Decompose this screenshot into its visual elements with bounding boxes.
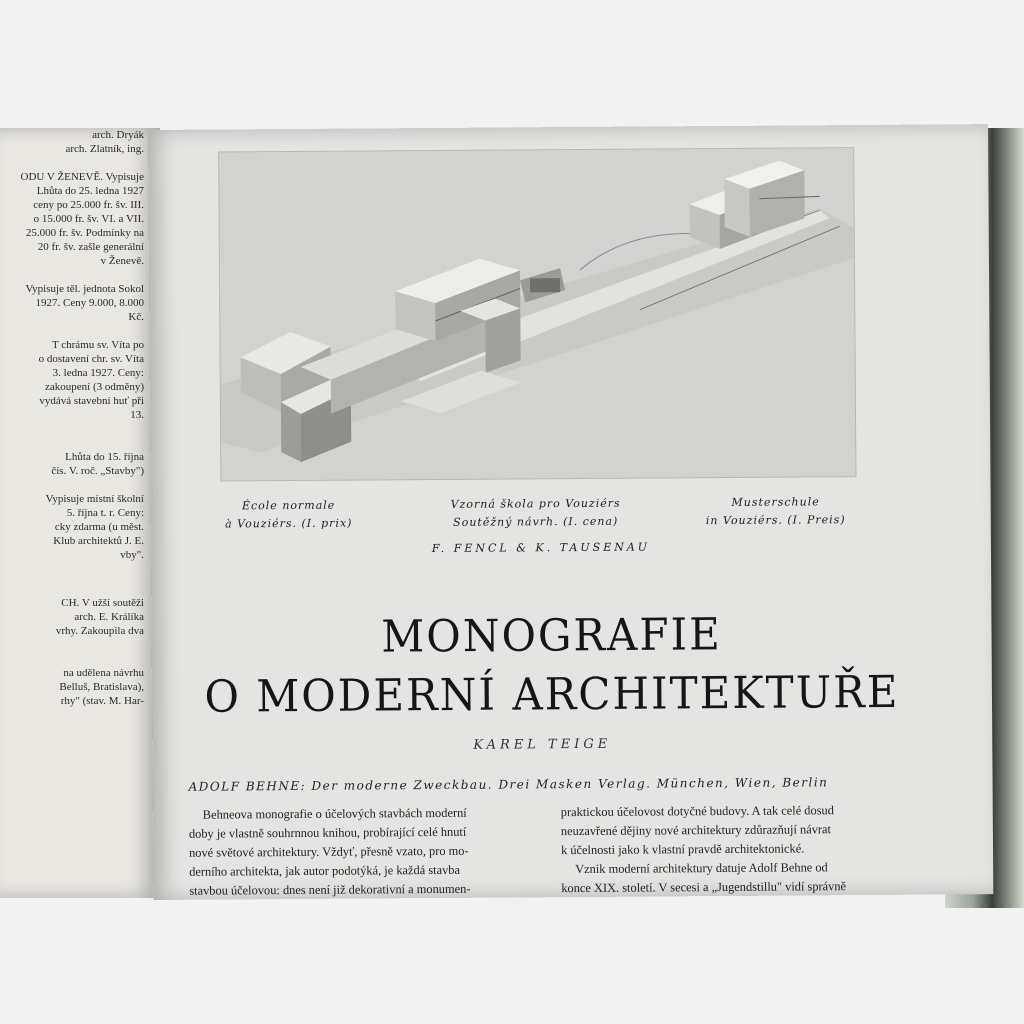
body-line: konce XIX. století. V secesi a „Jugendstillu" vidí správně (561, 879, 847, 896)
left-line: Lhůta do 25. ledna 1927 (36, 185, 144, 197)
caption-line: in Vouziérs. (I. Preis) (705, 513, 846, 528)
title-line-2: O MODERNÍ ARCHITEKTUŘE (204, 665, 900, 723)
left-line: T chrámu sv. Víta po (51, 339, 144, 351)
left-page (0, 128, 160, 898)
body-line: Behneova monografie o účelových stavbách moderní (202, 805, 467, 822)
left-line: ODU V ŽENEVĚ. Vypisuje (20, 171, 144, 183)
body-line: neuzavřené dějiny nové architektury zdůrazňují návrat (560, 822, 832, 839)
caption-german (686, 493, 866, 530)
architecture-model-photo (218, 147, 856, 481)
left-line: Vypisuje místní školní (45, 493, 144, 505)
body-line: Vznik moderní architektury datuje Adolf Behne od (575, 860, 828, 877)
body-line: doby je vlastně souhrnnou knihou, probírající celé hnutí (188, 824, 467, 841)
body-line: stavbou účelovou: dnes není již dekorativní a monumen- (189, 881, 471, 898)
left-line: zakoupení (3 odměny) (45, 381, 144, 393)
left-line: Klub architektů J. E. (53, 535, 144, 547)
left-line: 3. ledna 1927. Ceny: (52, 367, 144, 379)
left-block-7 (0, 596, 144, 638)
left-line: Kč. (128, 311, 144, 323)
caption-line: Vzorná škola pro Vouziérs (450, 496, 621, 511)
left-line: arch. E. Králíka (74, 611, 144, 623)
left-block-2 (0, 170, 144, 268)
right-page (148, 124, 993, 900)
reviewed-book-line: ADOLF BEHNE: Der moderne Zweckbau. Drei Masken Verlag. München, Wien, Berlin (188, 775, 829, 794)
body-line: praktickou účelovost dotyčné budovy. A tak celé dosud (560, 803, 834, 820)
left-block-4 (0, 338, 144, 422)
left-line: o dostavení chr. sv. Víta (38, 353, 144, 365)
body-column-left (189, 803, 547, 900)
body-column-right (561, 801, 919, 898)
architects-credit: F. FENCL & K. TAUSENAU (431, 540, 651, 556)
table-surface (0, 895, 1024, 1024)
left-line: arch. Dryák (92, 129, 144, 141)
caption-line: Soutěžný návrh. (I. cena) (453, 514, 619, 529)
left-line: v Ženevě. (100, 255, 144, 267)
left-line: arch. Zlatník, ing. (65, 143, 144, 155)
article-author: KAREL TEIGE (473, 736, 612, 753)
left-line: 20 fr. šv. zašle generální (37, 241, 144, 253)
left-line: na udělena návrhu (63, 667, 144, 679)
left-line: 13. (130, 409, 144, 421)
left-line: CH. V užší soutěži (61, 597, 144, 609)
left-line: ceny po 25.000 fr. šv. III. (33, 199, 144, 211)
body-line: nové světové architektury. Vždyť, přesně vzato, pro mo- (188, 843, 469, 860)
left-line: Lhůta do 15. října (65, 451, 144, 463)
left-line: 5. října t. r. Ceny: (66, 507, 144, 519)
left-line: Vypisuje těl. jednota Sokol (25, 283, 144, 295)
left-line: vby". (120, 549, 144, 561)
left-page-text (0, 128, 144, 722)
left-line: Belluš, Bratislava), (59, 681, 144, 693)
article-title (171, 604, 932, 727)
left-line: rhy" (stav. M. Har- (60, 695, 144, 707)
left-block-5 (0, 450, 144, 478)
left-line: o 15.000 fr. šv. VI. a VII. (33, 213, 144, 225)
title-line-1: MONOGRAFIE (381, 608, 722, 663)
body-line: derního architekta, jak autor podotýká, je každá stavba (189, 862, 461, 879)
body-line: k účelnosti jako k vlastní pravdě architektonické. (560, 841, 805, 858)
caption-czech (416, 494, 656, 532)
left-block-1 (0, 128, 144, 156)
left-line: čís. V. roč. „Stavby") (51, 465, 144, 477)
caption-line: Musterschule (731, 495, 820, 509)
caption-line: à Vouziérs. (I. prix) (225, 516, 353, 531)
caption-line: École normale (241, 498, 336, 513)
left-line: cky zdarma (u měst. (54, 521, 144, 533)
left-block-8 (0, 666, 144, 708)
caption-french (209, 496, 369, 533)
left-line: vydává stavební huť při (39, 395, 144, 407)
left-block-3 (0, 282, 144, 324)
school-model-illustration (219, 148, 855, 480)
left-line: 25.000 fr. šv. Podmínky na (25, 227, 144, 239)
left-block-6 (0, 492, 144, 562)
left-line: vrhy. Zakoupila dva (55, 625, 144, 637)
left-line: 1927. Ceny 9.000, 8.000 (35, 297, 144, 309)
